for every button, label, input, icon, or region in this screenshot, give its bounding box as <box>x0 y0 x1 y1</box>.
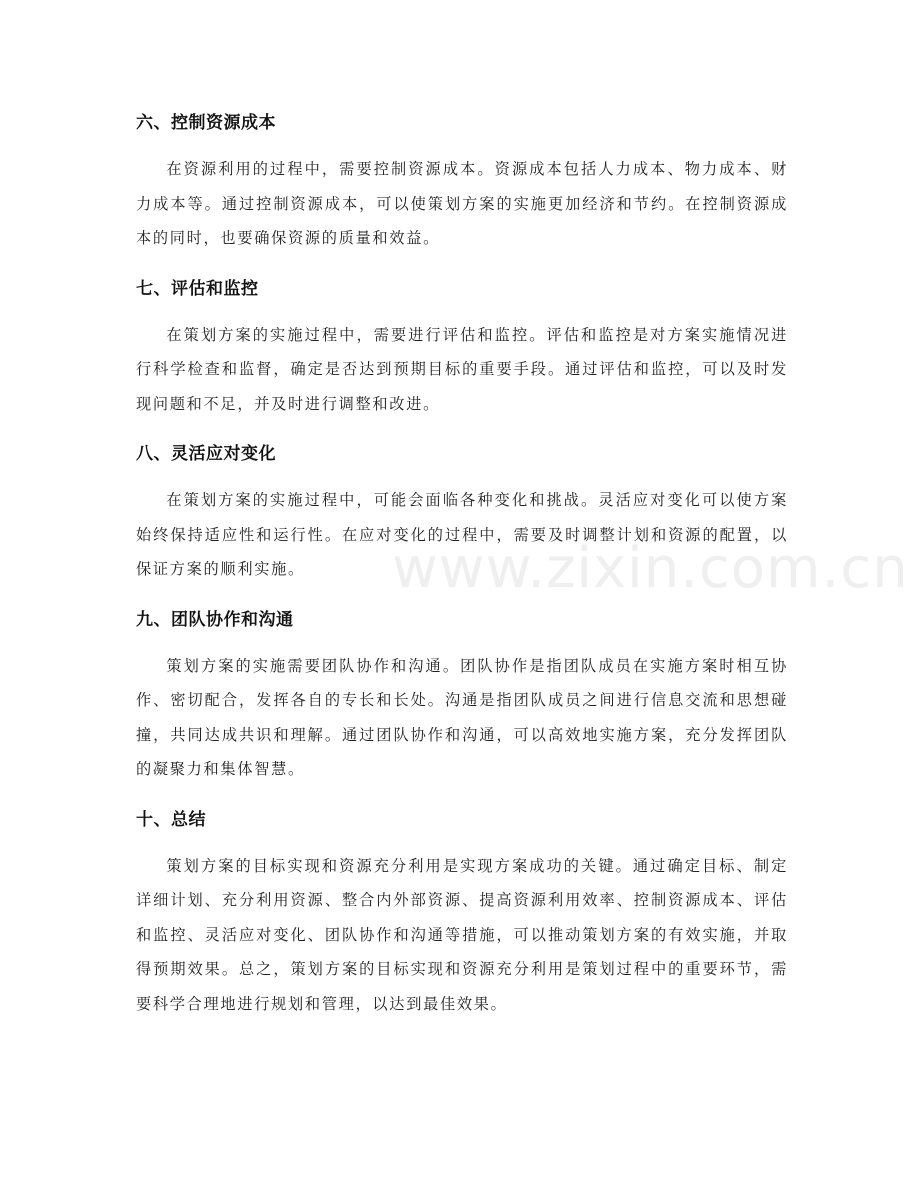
watermark-text: www.zixin.com.cn <box>392 536 909 601</box>
section-paragraph: 策划方案的目标实现和资源充分利用是实现方案成功的关键。通过确定目标、制定详细计划、充分利用资源、整合内外部资源、提高资源利用效率、控制资源成本、评估和监控、灵活应对变化、团队协作和沟通等措施，可以推动策划方案的有效实施，并取得预期效果。总之，策划方案的目标实现和资源充分利用是策划过程中的重要环节，需要科学合理地进行规划和管理，以达到最佳效果。 <box>136 856 788 1013</box>
section-paragraph: 策划方案的实施需要团队协作和沟通。团队协作是指团队成员在实施方案时相互协作、密切配合，发挥各自的专长和长处。沟通是指团队成员之间进行信息交流和思想碰撞，共同达成共识和理解。通过团队协作和沟通，可以高效地实施方案，充分发挥团队的凝聚力和集体智慧。 <box>136 656 788 778</box>
section-paragraph: 在策划方案的实施过程中，可能会面临各种变化和挑战。灵活应对变化可以使方案始终保持适应性和运行性。在应对变化的过程中，需要及时调整计划和资源的配置，以保证方案的顺利实施。 <box>136 491 788 578</box>
section-summary <box>136 805 788 1022</box>
section-control-cost <box>136 108 788 256</box>
section-heading: 七、评估和监控 <box>136 278 259 299</box>
section-evaluation-monitoring <box>136 274 788 422</box>
section-paragraph: 在策划方案的实施过程中，需要进行评估和监控。评估和监控是对方案实施情况进行科学检查和监督，确定是否达到预期目标的重要手段。通过评估和监控，可以及时发现问题和不足，并及时进行调整和改进。 <box>136 325 788 413</box>
section-flexible-response <box>136 439 788 587</box>
section-heading: 十、总结 <box>136 809 206 830</box>
section-paragraph: 在资源利用的过程中，需要控制资源成本。资源成本包括人力成本、物力成本、财力成本等。通过控制资源成本，可以使策划方案的实施更加经济和节约。在控制资源成本的同时，也要确保资源的质量和效益。 <box>136 160 788 247</box>
section-teamwork-communication <box>136 605 788 787</box>
section-heading: 九、团队协作和沟通 <box>136 609 294 630</box>
section-heading: 八、灵活应对变化 <box>136 444 276 464</box>
section-heading: 六、控制资源成本 <box>136 113 276 133</box>
document-body <box>136 108 788 1039</box>
